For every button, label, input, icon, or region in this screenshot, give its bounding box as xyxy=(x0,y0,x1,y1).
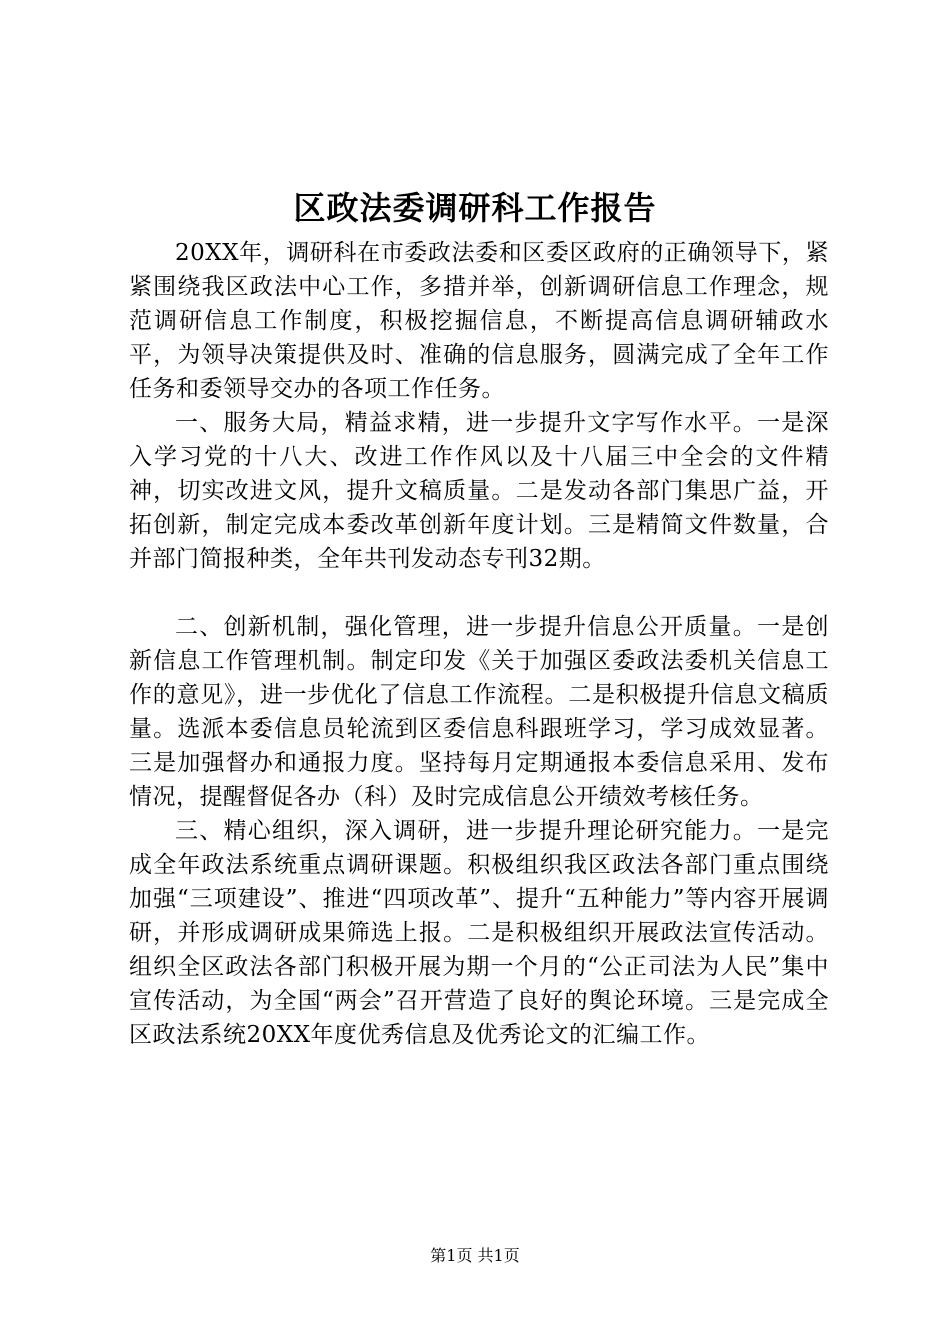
paragraph-intro: 20XX年，调研科在市委政法委和区委区政府的正确领导下，紧紧围绕我区政法中心工作，多措并举，创新调研信息工作理念，规范调研信息工作制度，积极挖掘信息，不断提高信息调研辅政水平，为领导决策提供及时、准确的信息服务，圆满完成了全年工作任务和委领导交办的各项工作任务。 xyxy=(129,240,829,402)
page-footer: 第1页 共1页 xyxy=(430,1246,520,1265)
paragraph-section-3: 三、精心组织，深入调研，进一步提升理论研究能力。一是完成全年政法系统重点调研课题。积极组织我区政法各部门重点围绕加强“三项建设”、推进“四项改革”、提升“五种能力”等内容开展调研，并形成调研成果筛选上报。二是积极组织开展政法宣传活动。组织全区政法各部门积极开展为期一个月的“公正司法为人民”集中宣传活动，为全国“两会”召开营造了良好的舆论环境。三是完成全区政法系统20XX年度优秀信息及优秀论文的汇编工作。 xyxy=(129,818,829,1048)
paragraph-section-1: 一、服务大局，精益求精，进一步提升文字写作水平。一是深入学习党的十八大、改进工作作风以及十八届三中全会的文件精神，切实改进文风，提升文稿质量。二是发动各部门集思广益，开拓创新，制定完成本委改革创新年度计划。三是精简文件数量，合并部门简报种类，全年共刊发动态专刊32期。 xyxy=(129,410,829,572)
document-body xyxy=(129,236,829,1052)
document-title: 区政法委调研科工作报告 xyxy=(293,189,657,227)
paragraph-section-2: 二、创新机制，强化管理，进一步提升信息公开质量。一是创新信息工作管理机制。制定印发《关于加强区委政法委机关信息工作的意见》，进一步优化了信息工作流程。二是积极提升信息文稿质量。选派本委信息员轮流到区委信息科跟班学习，学习成效显著。三是加强督办和通报力度。坚持每月定期通报本委信息采用、发布情况，提醒督促各办（科）及时完成信息公开绩效考核任务。 xyxy=(129,614,829,810)
